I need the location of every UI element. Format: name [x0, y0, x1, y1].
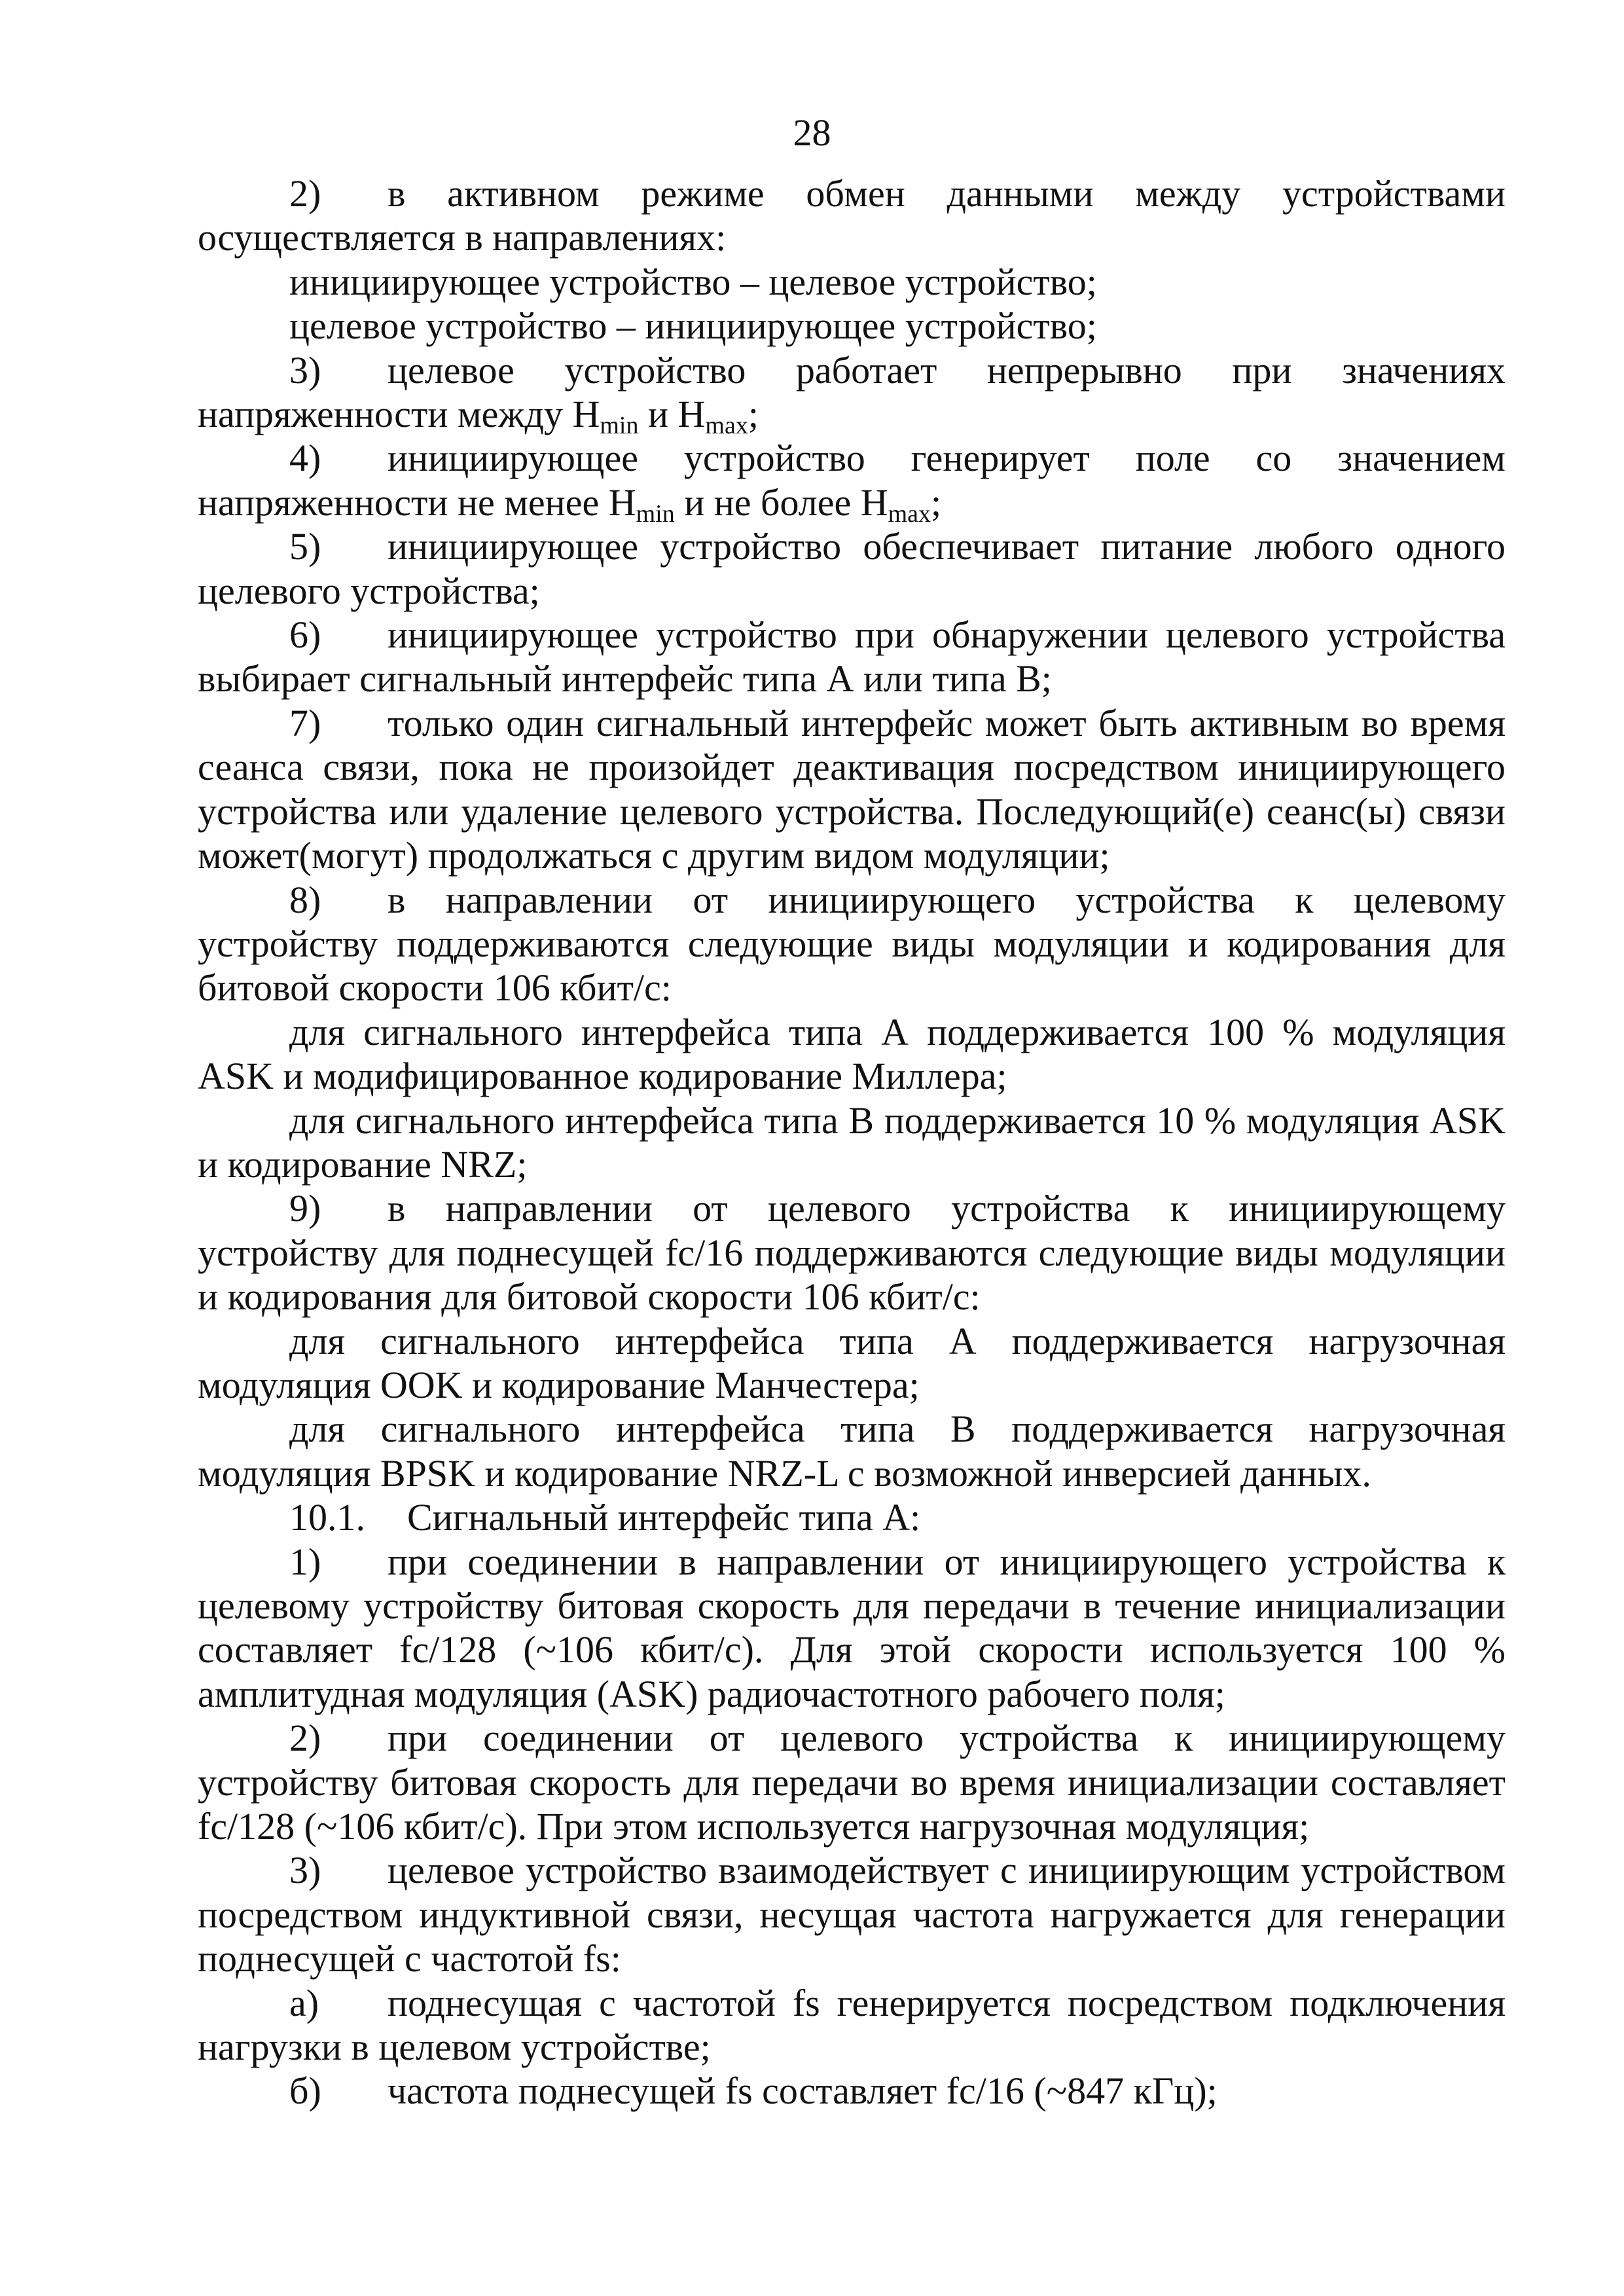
item-text: целевое устройство работает непрерывно при значениях напряженности между H: [198, 348, 1506, 436]
list-item: [198, 701, 1506, 878]
page-number: 28: [793, 111, 831, 154]
item-number: 7): [289, 701, 321, 744]
item-text: в направлении от целевого устройства к инициирующему устройству для поднесущей fc/16 поддерживаются следующие виды модуляции и кодирования для битовой скорости 106 кбит/с:: [198, 1187, 1506, 1319]
item-text: целевое устройство взаимодействует с инициирующим устройством посредством индуктивной связи, несущая частота нагружается для генерации поднесущей с частотой fs:: [198, 1849, 1506, 1980]
item-text: и не более H: [674, 481, 888, 524]
item-text: инициирующее устройство – целевое устройство;: [289, 260, 1097, 303]
item-number: 2): [289, 172, 321, 215]
list-item: [198, 1540, 1506, 1717]
list-item: [198, 436, 1506, 528]
item-number: 8): [289, 878, 321, 921]
list-item: [198, 348, 1506, 440]
dash-item: [198, 1010, 1506, 1099]
subscript: min: [600, 412, 639, 440]
item-text: при соединении от целевого устройства к инициирующему устройству битовая скорость для передачи во время инициализации составляет fc/128 (~106 кбит/с). При этом используется нагрузочная модуляция;: [198, 1717, 1506, 1848]
document-body: [198, 172, 1506, 2113]
item-text: для сигнального интерфейса типа В поддерживается 10 % модуляция ASK и кодирование NRZ;: [198, 1099, 1506, 1186]
item-number: 9): [289, 1187, 321, 1230]
subscript: max: [888, 500, 931, 528]
item-number: 4): [289, 437, 321, 480]
item-text: частота поднесущей fs составляет fc/16 (~847 кГц);: [388, 2069, 1218, 2113]
item-number: 6): [289, 613, 321, 657]
dash-item: [198, 1407, 1506, 1495]
list-item: [198, 1981, 1506, 2069]
item-number: 5): [289, 525, 321, 568]
item-text: инициирующее устройство при обнаружении целевого устройства выбирает сигнальный интерфейс типа А или типа В;: [198, 613, 1506, 701]
item-text: только один сигнальный интерфейс может быть активным во время сеанса связи, пока не произойдет деактивация посредством инициирующего устройства или удаление целевого устройства. Последующий(е) сеанс(ы) связи может(могут) продолжаться с другим видом модуляции;: [198, 701, 1506, 877]
item-number: 2): [289, 1717, 321, 1760]
subscript: max: [705, 412, 748, 440]
dash-item: [198, 260, 1506, 304]
section-title: Сигнальный интерфейс типа А:: [407, 1496, 921, 1539]
item-number: 1): [289, 1540, 321, 1583]
item-text: инициирующее устройство обеспечивает питание любого одного целевого устройства;: [198, 525, 1506, 612]
item-text: ;: [931, 481, 942, 524]
list-item: [198, 2069, 1506, 2113]
list-item: [198, 524, 1506, 613]
item-text: для сигнального интерфейса типа В поддерживается нагрузочная модуляция BPSK и кодирование NRZ-L с возможной инверсией данных.: [198, 1408, 1506, 1495]
list-item: [198, 878, 1506, 1010]
dash-item: [198, 304, 1506, 348]
item-number: б): [289, 2069, 321, 2113]
item-text: и H: [638, 393, 706, 436]
dash-item: [198, 1319, 1506, 1408]
item-text: поднесущая с частотой fs генерируется посредством подключения нагрузки в целевом устройстве;: [198, 1981, 1506, 2069]
list-item: [198, 172, 1506, 260]
item-number: 3): [289, 348, 321, 392]
item-text: ;: [748, 393, 759, 436]
item-text: для сигнального интерфейса типа А поддерживается нагрузочная модуляция OOK и кодирование Манчестера;: [198, 1319, 1506, 1406]
list-item: [198, 1716, 1506, 1848]
item-text: в активном режиме обмен данными между устройствами осуществляется в направлениях:: [198, 172, 1506, 259]
section-number: 10.1.: [289, 1496, 365, 1539]
list-item: [198, 613, 1506, 701]
dash-item: [198, 1099, 1506, 1187]
item-text: инициирующее устройство генерирует поле со значением напряженности не менее H: [198, 437, 1506, 524]
section-heading: [198, 1495, 1506, 1539]
list-item: [198, 1848, 1506, 1980]
item-text: при соединении в направлении от инициирующего устройства к целевому устройству битовая скорость для передачи в течение инициализации составляет fc/128 (~106 кбит/с). Для этой скорости используется 100 % амплитудная модуляция (ASK) радиочастотного рабочего поля;: [198, 1540, 1506, 1715]
item-text: в направлении от инициирующего устройства к целевому устройству поддерживаются следующие виды модуляции и кодирования для битовой скорости 106 кбит/с:: [198, 878, 1506, 1010]
subscript: min: [636, 500, 675, 528]
item-text: для сигнального интерфейса типа А поддерживается 100 % модуляция ASK и модифицированное кодирование Миллера;: [198, 1010, 1506, 1098]
item-text: целевое устройство – инициирующее устройство;: [289, 304, 1097, 348]
item-number: 3): [289, 1849, 321, 1892]
item-number: а): [289, 1981, 319, 2024]
list-item: [198, 1186, 1506, 1319]
